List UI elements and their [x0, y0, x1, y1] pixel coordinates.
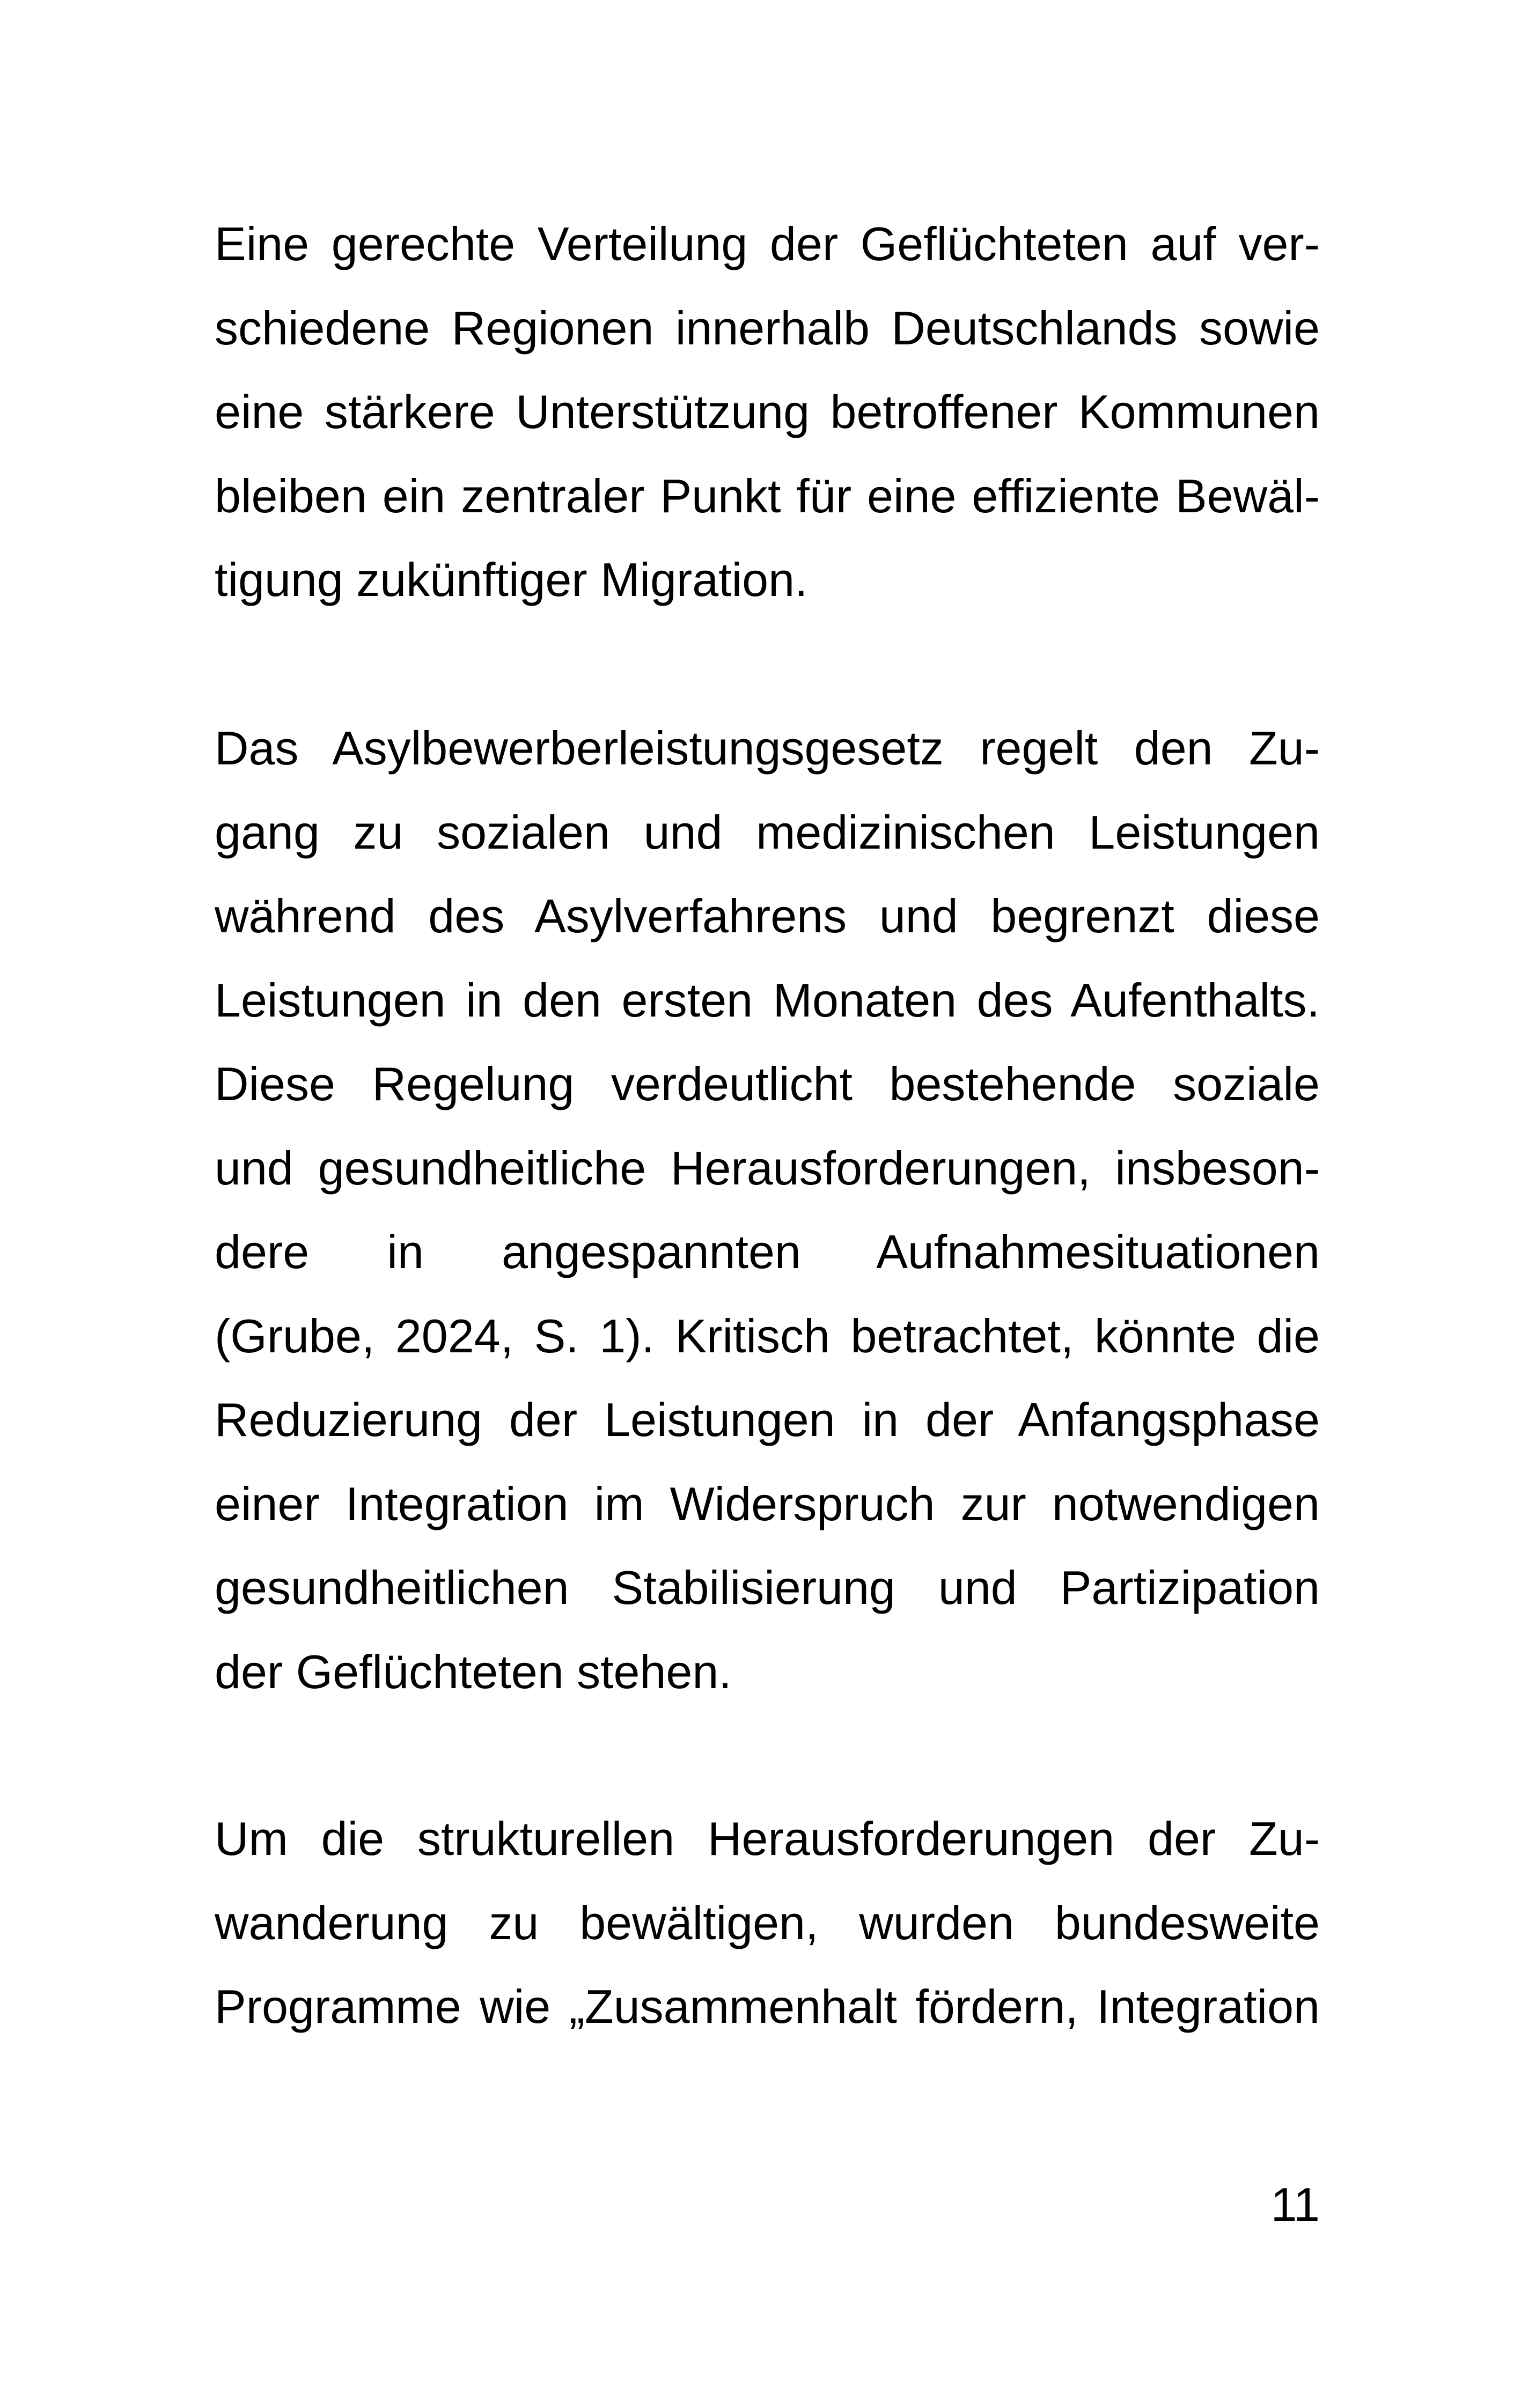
paragraph: [215, 1797, 1320, 2049]
text-line: gang zu sozialen und medizinischen Leistungen: [215, 805, 1320, 859]
text-line: Diese Regelung verdeutlicht bestehende soziale: [215, 1057, 1320, 1110]
text-line: Leistungen in den ersten Monaten des Aufenthalts.: [215, 973, 1320, 1027]
text-line: wanderung zu bewältigen, wurden bundesweite: [215, 1896, 1320, 1949]
text-line: bleiben ein zentraler Punkt für eine effiziente Bewäl-: [215, 469, 1320, 522]
text-line: Eine gerechte Verteilung der Geflüchteten auf ver-: [215, 217, 1320, 270]
text-line: während des Asylverfahrens und begrenzt diese: [215, 889, 1320, 942]
text-line: (Grube, 2024, S. 1). Kritisch betrachtet, könnte die: [215, 1309, 1320, 1363]
text-line: dere in angespannten Aufnahmesituationen: [215, 1225, 1320, 1278]
text-line: Das Asylbewerberleistungsgesetz regelt den Zu-: [215, 721, 1320, 775]
text-line: tigung zukünftiger Migration.: [215, 553, 808, 606]
text-line: einer Integration im Widerspruch zur notwendigen: [215, 1477, 1320, 1530]
text-line: und gesundheitliche Herausforderungen, insbeson-: [215, 1141, 1320, 1195]
text-line: eine stärkere Unterstützung betroffener Kommunen: [215, 385, 1320, 438]
text-line: Um die strukturellen Herausforderungen der Zu-: [215, 1812, 1320, 1865]
text-line: Programme wie „Zusammenhalt fördern, Integration: [215, 1980, 1320, 2033]
text-line: schiedene Regionen innerhalb Deutschlands sowie: [215, 301, 1320, 355]
text-line: gesundheitlichen Stabilisierung und Partizipation: [215, 1561, 1320, 1614]
paragraph: [215, 706, 1320, 1714]
text-line: der Geflüchteten stehen.: [215, 1645, 732, 1698]
paragraph: [215, 202, 1320, 622]
page-number: 11: [1270, 2178, 1320, 2231]
text-line: Reduzierung der Leistungen in der Anfangsphase: [215, 1393, 1320, 1446]
